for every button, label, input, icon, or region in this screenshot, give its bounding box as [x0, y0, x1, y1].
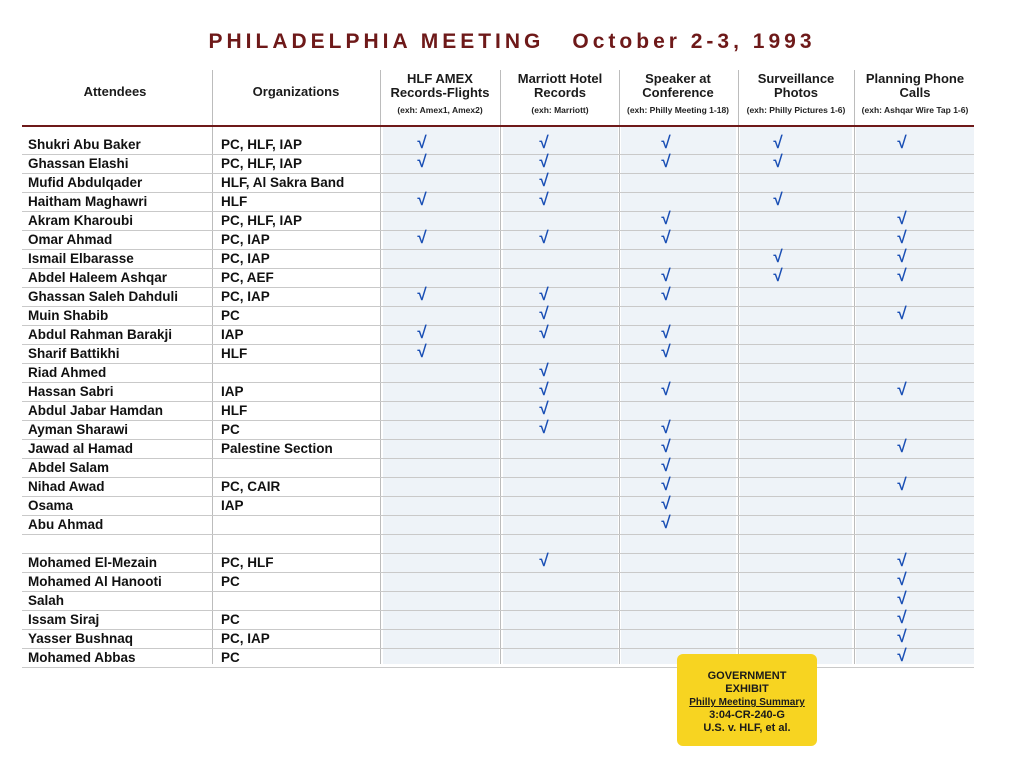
check-amex-icon: √ — [417, 285, 427, 304]
check-marriott-icon: √ — [539, 380, 549, 399]
table-row — [22, 420, 974, 440]
title-main: PHILADELPHIA MEETING — [208, 30, 545, 53]
attendee-name: Mohamed Abbas — [28, 650, 136, 665]
table-row — [22, 648, 974, 668]
check-marriott-icon: √ — [539, 190, 549, 209]
check-marriott-icon: √ — [539, 323, 549, 342]
header-marriott-label: Marriott Hotel Records — [517, 71, 603, 100]
header-organizations — [214, 72, 378, 122]
table-row — [22, 629, 974, 649]
header-marriott — [502, 72, 618, 122]
table-row — [22, 572, 974, 592]
header-surveillance — [739, 72, 853, 122]
stamp-line-2: EXHIBIT — [725, 683, 769, 695]
check-phone-icon: √ — [897, 551, 907, 570]
stamp-line-4: 3:04-CR-240-G — [709, 709, 785, 721]
table-row — [22, 401, 974, 421]
check-speaker-icon: √ — [661, 418, 671, 437]
attendee-organizations: PC — [221, 612, 240, 627]
page-title — [0, 30, 1024, 54]
table-row — [22, 382, 974, 402]
table-row — [22, 268, 974, 288]
attendee-organizations: IAP — [221, 327, 244, 342]
check-phone-icon: √ — [897, 627, 907, 646]
attendee-organizations: PC, CAIR — [221, 479, 281, 494]
header-surveillance-label: Surveillance Photos — [757, 71, 835, 100]
header-attendees-label: Attendees — [83, 84, 147, 99]
check-phone-icon: √ — [897, 380, 907, 399]
check-phone-icon: √ — [897, 570, 907, 589]
attendee-organizations: HLF, Al Sakra Band — [221, 175, 345, 190]
attendee-organizations: PC — [221, 574, 240, 589]
attendee-name: Abdul Rahman Barakji — [28, 327, 173, 342]
attendee-name: Omar Ahmad — [28, 232, 113, 247]
check-marriott-icon: √ — [539, 399, 549, 418]
check-speaker-icon: √ — [661, 380, 671, 399]
check-amex-icon: √ — [417, 133, 427, 152]
header-speaker-label: Speaker at Conference — [642, 71, 714, 100]
table-row — [22, 211, 974, 231]
header-organizations-label: Organizations — [252, 84, 340, 99]
attendee-name: Sharif Battikhi — [28, 346, 120, 361]
attendee-name: Yasser Bushnaq — [28, 631, 134, 646]
check-phone-icon: √ — [897, 608, 907, 627]
table-row — [22, 610, 974, 630]
header-phone-exhibit: (exh: Ashqar Wire Tap 1-6) — [861, 105, 969, 115]
attendee-name: Ismail Elbarasse — [28, 251, 134, 266]
attendee-name: Hassan Sabri — [28, 384, 114, 399]
attendee-name: Abdel Haleem Ashqar — [28, 270, 168, 285]
check-marriott-icon: √ — [539, 228, 549, 247]
table-row — [22, 249, 974, 269]
attendee-name: Ayman Sharawi — [28, 422, 129, 437]
attendee-organizations: HLF — [221, 194, 248, 209]
table-row — [22, 477, 974, 497]
attendee-organizations: PC, IAP — [221, 631, 270, 646]
check-amex-icon: √ — [417, 228, 427, 247]
stamp-line-5: U.S. v. HLF, et al. — [703, 722, 791, 734]
attendee-organizations: HLF — [221, 403, 248, 418]
check-speaker-icon: √ — [661, 494, 671, 513]
table-row — [22, 344, 974, 364]
check-phone-icon: √ — [897, 589, 907, 608]
attendee-name: Riad Ahmed — [28, 365, 107, 380]
check-surveillance-icon: √ — [773, 266, 783, 285]
table-row — [22, 534, 974, 554]
attendee-name: Akram Kharoubi — [28, 213, 134, 228]
attendee-organizations: PC, HLF, IAP — [221, 156, 303, 171]
attendee-organizations: PC — [221, 308, 240, 323]
attendee-name: Salah — [28, 593, 65, 608]
table-row — [22, 173, 974, 193]
stamp-line-3: Philly Meeting Summary — [689, 697, 805, 708]
header-amex — [382, 72, 498, 122]
header-speaker — [620, 72, 736, 122]
table-row — [22, 154, 974, 174]
attendee-name: Ghassan Elashi — [28, 156, 129, 171]
check-marriott-icon: √ — [539, 361, 549, 380]
attendee-name: Shukri Abu Baker — [28, 137, 141, 152]
check-phone-icon: √ — [897, 475, 907, 494]
header-rule — [22, 125, 974, 127]
check-marriott-icon: √ — [539, 171, 549, 190]
attendee-name: Abdul Jabar Hamdan — [28, 403, 164, 418]
check-marriott-icon: √ — [539, 418, 549, 437]
attendee-name: Osama — [28, 498, 74, 513]
table-row — [22, 287, 974, 307]
header-marriott-exhibit: (exh: Marriott) — [531, 105, 589, 115]
attendee-name: Issam Siraj — [28, 612, 100, 627]
check-speaker-icon: √ — [661, 323, 671, 342]
check-phone-icon: √ — [897, 228, 907, 247]
table-row — [22, 496, 974, 516]
attendee-organizations: HLF — [221, 346, 248, 361]
table-row — [22, 192, 974, 212]
attendee-organizations: PC, HLF, IAP — [221, 213, 303, 228]
table-row — [22, 553, 974, 573]
check-phone-icon: √ — [897, 646, 907, 665]
check-phone-icon: √ — [897, 247, 907, 266]
check-speaker-icon: √ — [661, 133, 671, 152]
attendee-organizations: PC, HLF, IAP — [221, 137, 303, 152]
check-speaker-icon: √ — [661, 228, 671, 247]
table-row — [22, 515, 974, 535]
check-marriott-icon: √ — [539, 152, 549, 171]
table-row — [22, 591, 974, 611]
attendee-name: Haitham Maghawri — [28, 194, 148, 209]
stamp-line-1: GOVERNMENT — [707, 670, 787, 682]
attendee-name: Abdel Salam — [28, 460, 110, 475]
check-phone-icon: √ — [897, 266, 907, 285]
check-surveillance-icon: √ — [773, 133, 783, 152]
check-phone-icon: √ — [897, 437, 907, 456]
check-surveillance-icon: √ — [773, 152, 783, 171]
title-date: October 2-3, 1993 — [572, 30, 816, 53]
header-amex-label: HLF AMEX Records-Flights — [390, 71, 490, 100]
table-row — [22, 135, 974, 155]
check-speaker-icon: √ — [661, 456, 671, 475]
check-surveillance-icon: √ — [773, 190, 783, 209]
header-phone-label: Planning Phone Calls — [865, 71, 965, 100]
attendee-name: Mohamed El-Mezain — [28, 555, 158, 570]
check-marriott-icon: √ — [539, 285, 549, 304]
attendee-organizations: IAP — [221, 384, 244, 399]
attendee-name: Mohamed Al Hanooti — [28, 574, 162, 589]
header-speaker-exhibit: (exh: Philly Meeting 1-18) — [626, 105, 730, 115]
header-phone — [855, 72, 975, 122]
check-speaker-icon: √ — [661, 475, 671, 494]
check-speaker-icon: √ — [661, 209, 671, 228]
table-row — [22, 458, 974, 478]
header-attendees — [22, 72, 208, 122]
attendee-organizations: PC — [221, 422, 240, 437]
table-row — [22, 325, 974, 345]
table-row — [22, 230, 974, 250]
attendee-organizations: PC — [221, 650, 240, 665]
attendee-organizations: PC, IAP — [221, 251, 270, 266]
attendee-organizations: PC, AEF — [221, 270, 274, 285]
check-speaker-icon: √ — [661, 342, 671, 361]
check-speaker-icon: √ — [661, 437, 671, 456]
check-marriott-icon: √ — [539, 304, 549, 323]
table-row — [22, 363, 974, 383]
check-surveillance-icon: √ — [773, 247, 783, 266]
attendee-name: Mufid Abdulqader — [28, 175, 143, 190]
attendee-organizations: PC, IAP — [221, 232, 270, 247]
attendee-organizations: IAP — [221, 498, 244, 513]
attendee-organizations: PC, HLF — [221, 555, 274, 570]
check-phone-icon: √ — [897, 209, 907, 228]
table-row — [22, 306, 974, 326]
attendee-name: Muin Shabib — [28, 308, 109, 323]
check-amex-icon: √ — [417, 190, 427, 209]
attendee-organizations: Palestine Section — [221, 441, 333, 456]
check-amex-icon: √ — [417, 152, 427, 171]
attendee-name: Ghassan Saleh Dahduli — [28, 289, 179, 304]
table-row — [22, 439, 974, 459]
header-amex-exhibit: (exh: Amex1, Amex2) — [397, 105, 483, 115]
check-marriott-icon: √ — [539, 551, 549, 570]
check-amex-icon: √ — [417, 342, 427, 361]
check-amex-icon: √ — [417, 323, 427, 342]
government-exhibit-stamp — [677, 654, 817, 746]
check-speaker-icon: √ — [661, 152, 671, 171]
check-phone-icon: √ — [897, 304, 907, 323]
check-phone-icon: √ — [897, 133, 907, 152]
attendee-organizations: PC, IAP — [221, 289, 270, 304]
header-surveillance-exhibit: (exh: Philly Pictures 1-6) — [746, 105, 846, 115]
attendee-name: Jawad al Hamad — [28, 441, 134, 456]
check-marriott-icon: √ — [539, 133, 549, 152]
check-speaker-icon: √ — [661, 513, 671, 532]
attendee-name: Abu Ahmad — [28, 517, 104, 532]
attendee-name: Nihad Awad — [28, 479, 105, 494]
check-speaker-icon: √ — [661, 266, 671, 285]
check-speaker-icon: √ — [661, 285, 671, 304]
